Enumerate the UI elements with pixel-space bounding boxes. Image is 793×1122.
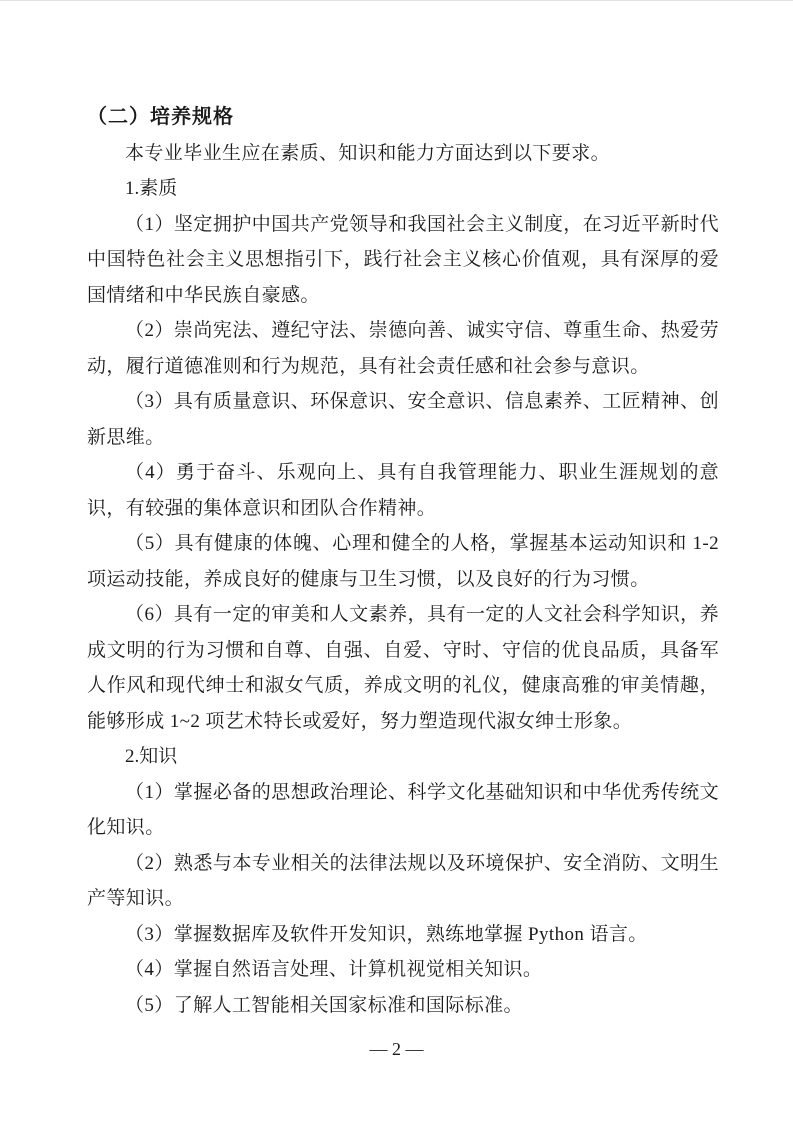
knowledge-item-5: （5）了解人工智能相关国家标准和国际标准。 — [125, 994, 523, 1016]
section-heading: （二）培养规格 — [87, 106, 234, 128]
knowledge-item-4: （4）掌握自然语言处理、计算机视觉相关知识。 — [125, 959, 543, 980]
page-footer — [0, 1037, 793, 1061]
page-number: — 2 — — [369, 1039, 424, 1059]
subsection-title-quality: 1.素质 — [125, 178, 178, 199]
intro-paragraph: 本专业毕业生应在素质、知识和能力方面达到以下要求。 — [125, 142, 611, 164]
subsection-title-knowledge: 2.知识 — [125, 746, 178, 767]
knowledge-item-2: （2）熟悉与本专业相关的法律法规以及环境保护、安全消防、文明生产等知识。 — [87, 852, 719, 909]
knowledge-item-3: （3）掌握数据库及软件开发知识，熟练地掌握 Python 语言。 — [125, 923, 648, 945]
quality-item-4: （4）勇于奋斗、乐观向上、具有自我管理能力、职业生涯规划的意识，有较强的集体意识和团队合作精神。 — [87, 462, 719, 519]
quality-item-6: （6）具有一定的审美和人文素养，具有一定的人文社会科学知识，养成文明的行为习惯和自尊、自强、自爱、守时、守信的优良品质，具备军人作风和现代绅士和淑女气质，养成文明的礼仪，健康高雅的审美情趣，能够形成 1~2 项艺术特长或爱好，努力塑造现代淑女绅士形象。 — [87, 604, 719, 732]
document-content — [87, 100, 719, 1023]
knowledge-item-1: （1）掌握必备的思想政治理论、科学文化基础知识和中华优秀传统文化知识。 — [87, 781, 719, 838]
quality-item-2: （2）崇尚宪法、遵纪守法、崇德向善、诚实守信、尊重生命、热爱劳动，履行道德准则和行为规范，具有社会责任感和社会参与意识。 — [87, 320, 719, 377]
quality-item-1: （1）坚定拥护中国共产党领导和我国社会主义制度，在习近平新时代中国特色社会主义思想指引下，践行社会主义核心价值观，具有深厚的爱国情绪和中华民族自豪感。 — [87, 213, 719, 306]
quality-item-5: （5）具有健康的体魄、心理和健全的人格，掌握基本运动知识和 1-2 项运动技能，养成良好的健康与卫生习惯，以及良好的行为习惯。 — [87, 533, 719, 590]
quality-item-3: （3）具有质量意识、环保意识、安全意识、信息素养、工匠精神、创新思维。 — [87, 391, 719, 448]
